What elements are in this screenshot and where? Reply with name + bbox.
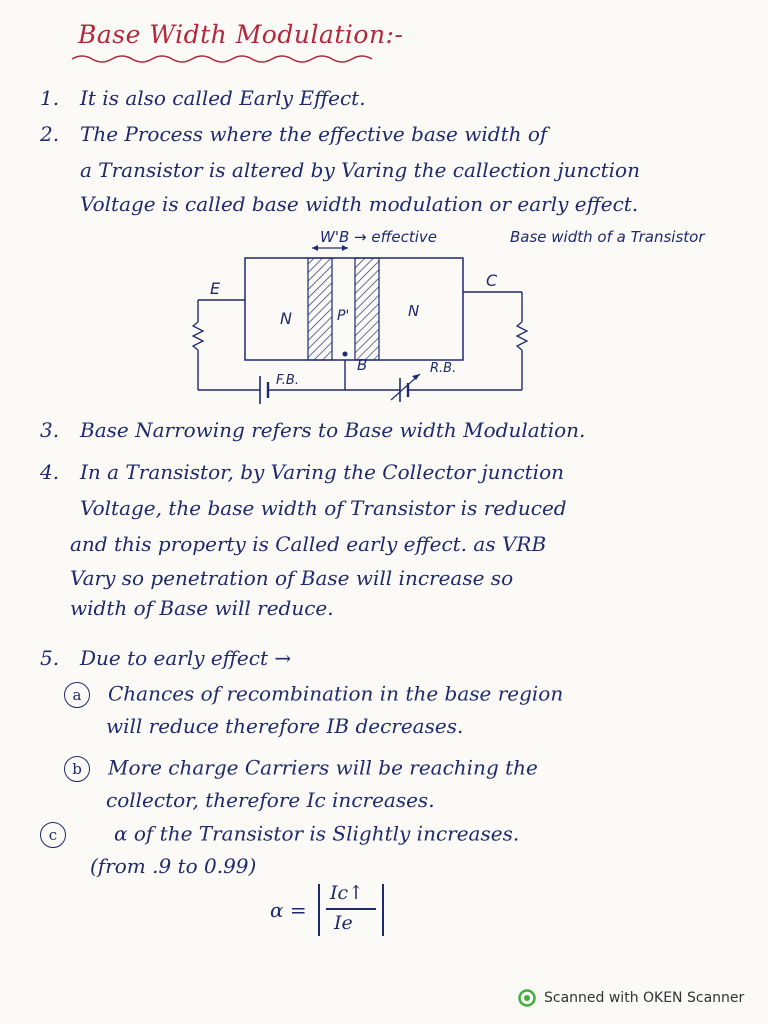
point-5-intro: 5. Due to early effect →	[40, 646, 292, 670]
formula-numerator: Ic↑	[330, 882, 365, 904]
scanner-watermark	[518, 989, 744, 1007]
collector-resistor	[517, 322, 527, 350]
point-4-line-2: Voltage, the base width of Transistor is reduced	[80, 496, 567, 520]
region-n-emitter: N	[280, 309, 292, 328]
scanner-logo-icon	[518, 989, 536, 1007]
point-5c-line-1: c α of the Transistor is Slightly increases.	[40, 822, 740, 848]
wb-label: W'B → effective	[320, 228, 438, 246]
point-2-line-2: a Transistor is altered by Varing the callection junction	[80, 158, 640, 182]
point-5c-line-2: (from .9 to 0.99)	[90, 854, 257, 878]
point-5b-line-2: collector, therefore Ic increases.	[106, 788, 435, 812]
point-4-line-3: and this property is Called early effect. as VRB	[70, 532, 547, 556]
wb-description: Base width of a Transistor	[510, 228, 705, 246]
abs-bar-left	[318, 884, 320, 936]
emitter-junction-depletion	[308, 258, 332, 360]
point-1: 1. It is also called Early Effect.	[40, 86, 366, 110]
point-4-line-1: 4. In a Transistor, by Varing the Collector junction	[40, 460, 564, 484]
point-2-line-1: 2. The Process where the effective base width of	[40, 122, 548, 146]
sub-point-a-badge: a	[64, 682, 90, 708]
formula-denominator: Ie	[334, 912, 353, 934]
fb-label: F.B.	[276, 373, 299, 388]
sub-point-b-badge: b	[64, 756, 90, 782]
point-5a-line-2: will reduce therefore IB decreases.	[106, 714, 464, 738]
alpha-formula	[270, 880, 410, 940]
emitter-resistor	[193, 322, 203, 350]
title-underline	[70, 52, 390, 66]
rb-label: R.B.	[430, 361, 457, 376]
collector-junction-depletion	[355, 258, 379, 360]
transistor-diagram	[180, 222, 760, 412]
region-p-base: P'	[337, 308, 350, 324]
point-2-line-3: Voltage is called base width modulation or early effect.	[80, 192, 639, 216]
base-label: B	[357, 356, 368, 374]
abs-bar-right	[382, 884, 384, 936]
formula-lhs: α =	[270, 898, 307, 922]
page-title: Base Width Modulation:-	[78, 20, 404, 49]
point-5b-line-1: b More charge Carriers will be reaching the	[64, 756, 764, 782]
point-5a-line-1: a Chances of recombination in the base region	[64, 682, 764, 708]
collector-label: C	[486, 271, 498, 290]
emitter-label: E	[210, 279, 221, 298]
point-4-line-4: Vary so penetration of Base will increase so	[70, 566, 514, 590]
point-4-line-5: width of Base will reduce.	[70, 596, 334, 620]
region-n-collector: N	[408, 302, 420, 320]
sub-point-c-badge: c	[40, 822, 66, 848]
scanner-text: Scanned with OKEN Scanner	[544, 990, 745, 1006]
point-3: 3. Base Narrowing refers to Base width Modulation.	[40, 418, 586, 442]
fraction-line	[326, 908, 376, 910]
transistor-body	[245, 258, 463, 360]
